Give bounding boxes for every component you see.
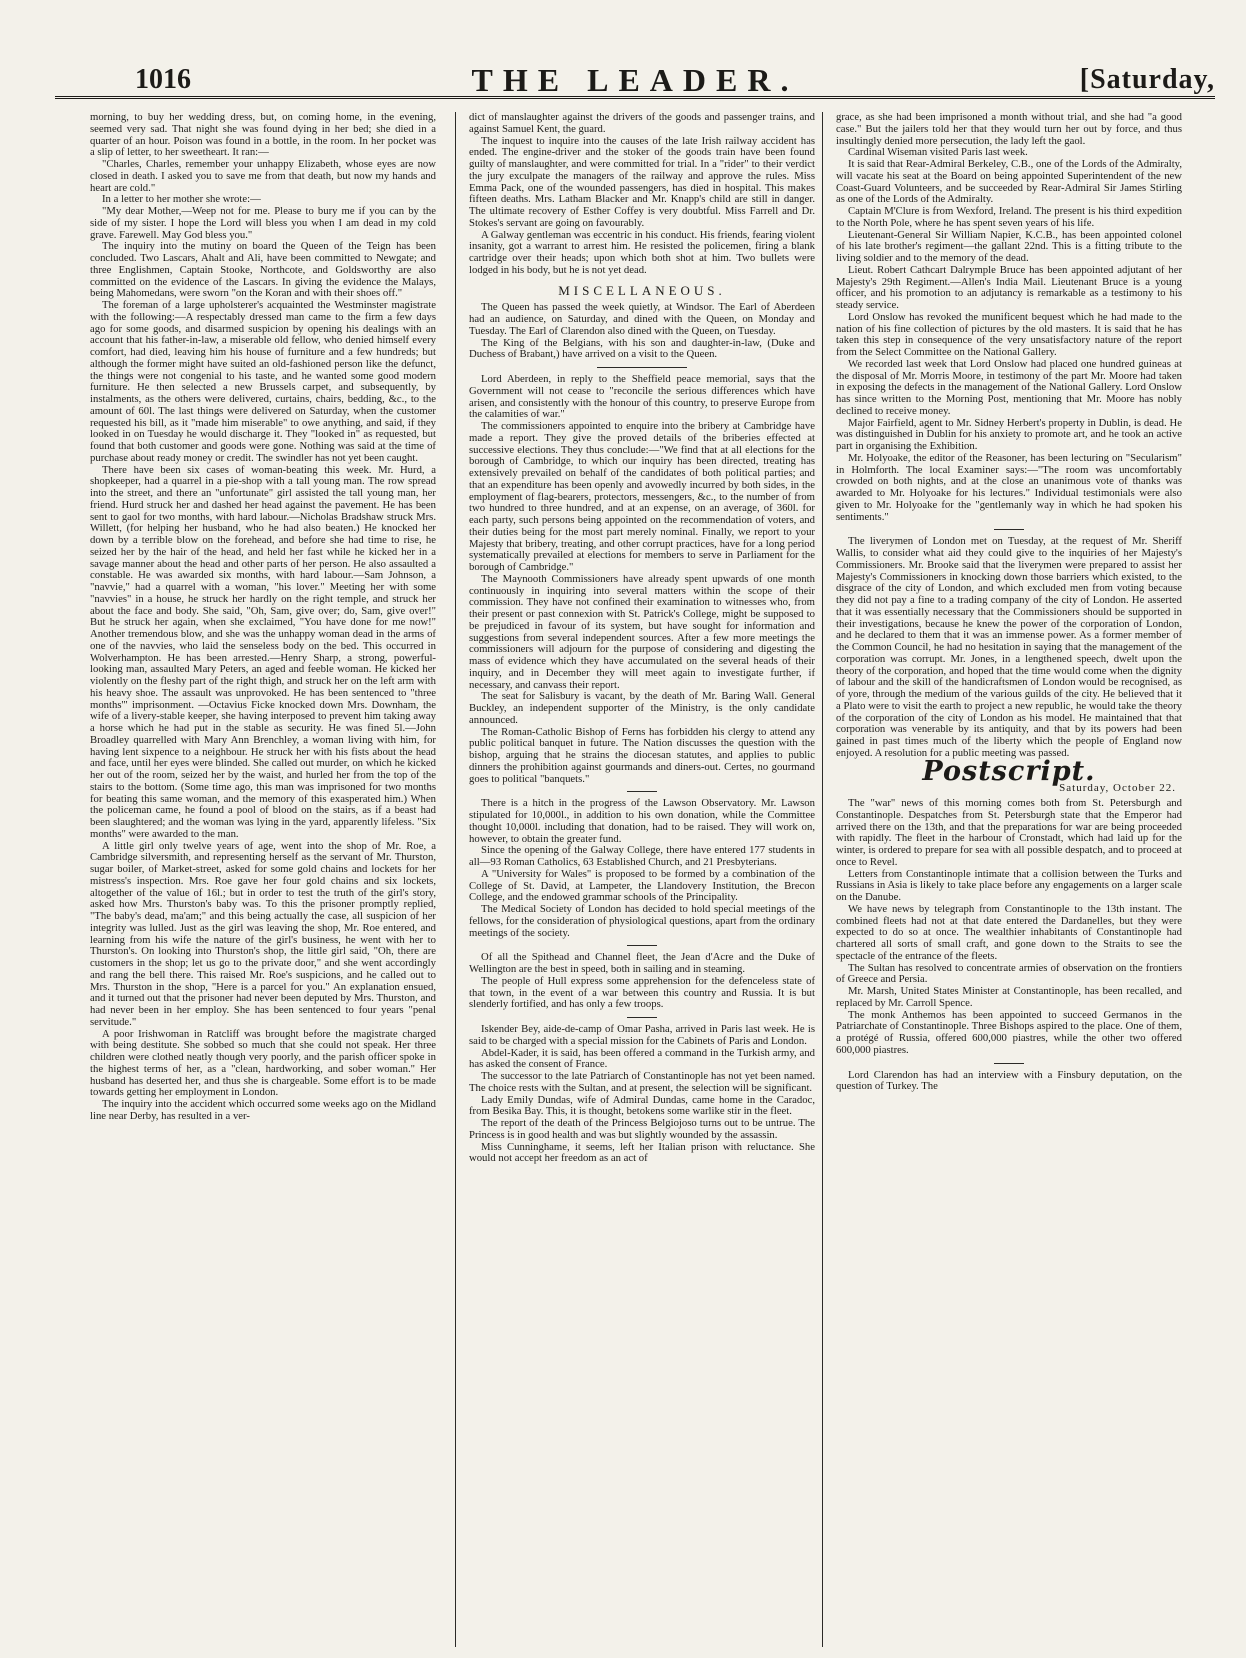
paragraph: Since the opening of the Galway College, there have entered 177 students in all—93 Roman Catholics, 63 Established Church, and 21 Presbyterians.	[469, 844, 815, 868]
paragraph: Lord Onslow has revoked the munificent bequest which he had made to the nation of his fine collection of pictures by the old masters. It is said that he has taken this step in consequence of the very unsatisfactory nature of the report from the Select Committee on the National Gallery.	[836, 310, 1182, 358]
paragraph: Mr. Holyoake, the editor of the Reasoner, has been lecturing on "Secularism" in Holmforth. The local Examiner says:—"The room was uncomfortably crowded on both nights, and at the close an unanimous vote of thanks was awarded to Mr. Holyoake for his lectures." Individual testimonials were also given to Mr. Holyoake for the "gentlemanly way in which he had spoken his sentiments."	[836, 451, 1182, 523]
postscript-heading: Postscript.	[922, 755, 1096, 787]
paragraph: "Charles, Charles, remember your unhappy Elizabeth, whose eyes are now closed in death. I asked you to save me from that death, but now my hands and heart are cold."	[90, 158, 436, 194]
paragraph: Captain M'Clure is from Wexford, Ireland. The present is his third expedition to the North Pole, where he has spent seven years of his life.	[836, 205, 1182, 229]
separator-rule	[994, 529, 1024, 530]
column-rule	[822, 112, 823, 1647]
paragraph: Major Fairfield, agent to Mr. Sidney Herbert's property in Dublin, is dead. He was distinguished in Dublin for his anxiety to promote art, and he took an active part in organising the Exhibition.	[836, 416, 1182, 452]
paragraph: grace, as she had been imprisoned a month without trial, and she had "a good case." But the jailers told her that they would turn her out by force, and thus insultingly denied more persecution, the lady left the gaol.	[836, 112, 1182, 147]
column-2	[469, 112, 815, 1647]
paragraph: There is a hitch in the progress of the Lawson Observatory. Mr. Lawson stipulated for 10,000l., in addition to his own donation, while the Committee thought 10,000l. including that donation, had to be raised. They will work on, however, to obtain the greater fund.	[469, 797, 815, 845]
issue-day: [Saturday,	[1079, 64, 1215, 95]
paragraph: The Medical Society of London has decided to hold special meetings of the fellows, for the consideration of physiological questions, apart from the ordinary meetings of the society.	[469, 903, 815, 939]
newspaper-title: THE LEADER.	[471, 62, 799, 98]
paragraph: The monk Anthemos has been appointed to succeed Germanos in the Patriarchate of Constantinople. Three Bishops aspired to the place. One of them, a protégé of Russia, offered 600,000 piastres, while the other two offered 600,000 piastres.	[836, 1008, 1182, 1056]
paragraph: morning, to buy her wedding dress, but, on coming home, in the evening, seemed very sad. That night she was found dying in her bed; she died in a quarter of an hour. Poison was found in a bottle, in the room. In her pocket was a slip of letter, to her sweetheart. It ran:—	[90, 112, 436, 159]
paragraph: The Roman-Catholic Bishop of Ferns has forbidden his clergy to attend any public political banquet in future. The Nation discusses the question with the bishop, arguing that he strains the diocesan statutes, and applies to public dinners the prohibition against gourmands and diners-out. Certes, no gourmand goes to political "banquets."	[469, 725, 815, 785]
separator-rule	[627, 1017, 657, 1018]
separator-rule	[627, 945, 657, 946]
postscript-date: Saturday, October 22.	[1059, 782, 1176, 795]
paragraph: The "war" news of this morning comes both from St. Petersburgh and Constantinople. Despatches from St. Petersburgh state that the Emperor had arrived there on the 13th, and that the preparations for war are being proceeded with rapidly. The fleet in the harbour of Cronstadt, which had laid up for the winter, is ordered to prepare for sea with all possible despatch, and to proceed at once to Revel.	[836, 797, 1182, 868]
paragraph: Letters from Constantinople intimate that a collision between the Turks and Russians in Asia is likely to take place before any engagements on a larger scale on the Danube.	[836, 867, 1182, 903]
paragraph: The inquest to inquire into the causes of the late Irish railway accident has ended. The engine-driver and the stoker of the goods train have been found guilty of manslaughter, and were committed for trial. In a "rider" to their verdict the jury exculpate the managers of the railway and approve the rules. Miss Emma Pack, one of the wounded passengers, has died in hospital. This makes fifteen deaths. Mrs. Latham Blacker and Mr. Knapp's child are still in danger. The ultimate recovery of Esther Coffey is very doubtful. Miss Farrell and Dr. Stokes's servant are going on favourably.	[469, 134, 815, 229]
paragraph: Abdel-Kader, it is said, has been offered a command in the Turkish army, and has asked the consent of France.	[469, 1046, 815, 1071]
paragraph: The King of the Belgians, with his son and daughter-in-law, (Duke and Duchess of Brabant,) have arrived on a visit to the Queen.	[469, 336, 815, 361]
paragraph: The inquiry into the accident which occurred some weeks ago on the Midland line near Derby, has resulted in a ver-	[90, 1098, 436, 1122]
paragraph: We recorded last week that Lord Onslow had placed one hundred guineas at the disposal of Mr. Morris Moore, in testimony of the part Mr. Moore had taken in exposing the defects in the management of the National Gallery. Lord Onslow has since written to the Morning Post, mentioning that Mr. Moore has nobly declined to receive money.	[836, 357, 1182, 417]
paragraph: Lieut. Robert Cathcart Dalrymple Bruce has been appointed adjutant of her Majesty's 29th Regiment.—Allen's India Mail. Lieutenant Bruce is a young officer, and his promotion to an adjutancy is remarkable as a testimony to his steady service.	[836, 263, 1182, 311]
paragraph: Cardinal Wiseman visited Paris last week.	[848, 146, 1028, 159]
separator-rule	[994, 1063, 1024, 1064]
paragraph: Lord Clarendon has had an interview with a Finsbury deputation, on the question of Turkey. The	[836, 1068, 1182, 1093]
paragraph: Of all the Spithead and Channel fleet, the Jean d'Acre and the Duke of Wellington are the best in speed, both in sailing and in steaming.	[469, 951, 815, 975]
column-3	[836, 112, 1182, 1647]
paragraph: "My dear Mother,—Weep not for me. Please to bury me if you can by the side of my sister. I hope the Lord will bless you when I am dead in my cold grave. Farewell. May God bless you."	[90, 205, 436, 241]
paragraph: The report of the death of the Princess Belgiojoso turns out to be untrue. The Princess is in good health and was but slightly wounded by the assassin.	[469, 1117, 815, 1141]
paragraph: Lieutenant-General Sir William Napier, K.C.B., has been appointed colonel of his late brother's regiment—the gallant 22nd. This is a fitting tribute to the living soldier and to the memory of the dead.	[836, 228, 1182, 264]
paragraph: A poor Irishwoman in Ratcliff was brought before the magistrate charged with being destitute. She sobbed so much that she could not speak. Her three children were clothed neatly though very poorly, and the parish officer spoke in the highest terms of her, as a "clean, hardworking, and sober woman." Her husband has deserted her, and thus she is chargeable. Some effort is to be made towards getting her employment in London.	[90, 1027, 436, 1099]
paragraph: We have news by telegraph from Constantinople to the 13th instant. The combined fleets had not at that date entered the Dardanelles, but they were expected to do so at once. The wealthier inhabitants of Constantinople had chartered all sorts of small craft, and gone down to the Straits to see the spectacle of the entrance of the fleets.	[836, 902, 1182, 962]
paragraph: There have been six cases of woman-beating this week. Mr. Hurd, a shopkeeper, had a quarrel in a pie-shop with a tall young man. The row spread into the street, and there an "unfortunate" girl assisted the tall young man, her friend. Hurd struck her and dashed her head against the pavement. He has been sent to gaol for two months, with hard labour.—Nicholas Bradshaw struck Mrs. Willett, (for helping her husband, who he had also beaten.) He knocked her down by a terrible blow on the forehead, and before she had time to rise, he seized her by the hair of the head, and held her fast while he kicked her in a savage manner about the head and other parts of her person. He also assaulted a constable. He was awarded six months, with hard labour.—Sam Johnson, a "navvie," had a quarrel with a woman, "his lover." Meeting her with some "navvies" in a house, he struck her hardly on the right temple, and struck her about the face and body. She said, "Oh, Sam, give over; do, Sam, give over!" But he struck her again, when she exclaimed, "You have done for me now!" Another tremendous blow, and she was the unhappy woman dead in the arms of one of the navvies, who laid the senseless body on the bed. This occurred in Wolverhampton. He has been arrested.—Henry Sharp, a strong, powerful-looking man, assaulted Mary Peters, an aged and feeble woman. He kicked her violently on the fleshy part of the right thigh, and struck her on the left arm with his heavy shoe. The assault was unprovoked. He has been sentenced to "three months'" imprisonment. —Octavius Ficke knocked down Mrs. Downham, the wife of a livery-stable keeper, she having interposed to prevent him taking away a horse which he had put in the stable as security. He was fined 5l.—John Broadley quarrelled with Mary Ann Brenchley, a woman living with him, for having lent sixpence to a neighbour. He struck her with his fists about the head and face, until her eyes were blinded. She called out murder, on which he kicked her out of the room, seized her by the waist, and hurled her from the top of the stairs to the bottom. (Some time ago, this man was imprisoned for two months for beating this same woman, and the memory of this exasperated him.) When the policeman came, he found a pool of blood on the stairs, as if a beast had been slaughtered; and the woman was lying in the yard, apparently lifeless. "Six months" were awarded to the man.	[90, 463, 436, 840]
column-1	[90, 112, 436, 1647]
paragraph: The foreman of a large upholsterer's acquainted the Westminster magistrate with the following:—A respectably dressed man came to the firm a few days ago for some goods, and disarmed suspicion by opening his dealings with an account that his father-in-law, a miserable old fellow, who denied himself every comfort, had died, leaving him his house of furniture and a few hundreds; but although the former might have suited an old-fashioned person like the defunct, the things were not congenial to his taste, and he wanted some good modern furniture. He then selected a new Brussels carpet, and subsequently, by instalments, as the others were delivered, curtains, chairs, bedding, &c., to the amount of 60l. The last things were delivered on Saturday, when the customer requested his bill, as it "made him miserable" to owe anything, and said, if they looked in on Tuesday he would discharge it. They "looked in" as requested, but found that both customer and goods were gone. Nothing was said at the time of purchase about ready money or credit. The swindler has not yet been caught.	[90, 299, 436, 464]
paragraph: The liverymen of London met on Tuesday, at the request of Mr. Sheriff Wallis, to consider what aid they could give to the inquiries of her Majesty's Commissioners. Mr. Brooke said that the liverymen were prepared to assist her Majesty's Commissioners in knocking down those barriers which existed, to the disgrace of the city of London, and which excluded men from voting because they did not pay a fine to a trading company of the city of London. He asserted that it was essentially necessary that the Commissioners should be supported in their investigations, because he knew the power of the corporation of London, and he declared to them that it was an immense power. As a former member of the Common Council, he had no hesitation in saying that the management of the corporation was corrupt. Mr. Jones, in a lengthened speech, dwelt upon the theory of the corporation, and hoped that the time would come when the dignity of labour and the skill of the handicraftsmen of London would be recognised, as of yore, through the medium of the various guilds of the city. He believed that it a Plato were to visit the earth to project a new republic, he would take the theory of the corporation of the city of London as his model. He maintained that that corporation was venerable by its antiquity, and that by its powers had been gained in past times much of the liberty which the people of England now enjoyed. A resolution for a public meeting was passed.	[836, 535, 1182, 759]
separator-rule	[597, 367, 687, 368]
paragraph: A little girl only twelve years of age, went into the shop of Mr. Roe, a Cambridge silversmith, and representing herself as the servant of Mr. Thurston, sugar boiler, of Market-street, asked for some gold chains and lockets for her mistress's inspection. Mrs. Roe gave her four gold chains and six lockets, altogether of the value of 16l.; but in order to test the truth of the girl's story, asked how Mrs. Thurston's baby was. To this the prisoner promptly replied, "The baby's dead, ma'am;" and this being actually the case, all suspicion of her integrity was lulled. Just as the girl was leaving the shop, Mr. Roe entered, and learning from his wife the nature of the girl's business, he went with her to Thurston's. On looking into Thurston's shop, the little girl said, "Oh, there are customers in the shop; let us go to the private door," and she went accordingly and rang the bell there. This raised Mr. Roe's suspicions, and he called out to Mrs. Thurston in the shop, "Here is a parcel for you." An explanation ensued, and it turned out that the prisoner had never been deputed by Mrs. Thurston, and had never been in her employ. She has been sentenced to four years "penal servitude."	[90, 839, 436, 1028]
section-heading-miscellaneous: MISCELLANEOUS.	[558, 282, 726, 298]
paragraph: The Sultan has resolved to concentrate armies of observation on the frontiers of Greece and Persia.	[836, 961, 1182, 986]
paragraph: A "University for Wales" is proposed to be formed by a combination of the College of St. David, at Lampeter, the Llandovery Institution, the Brecon College, and the endowed grammar schools of the Principality.	[469, 867, 815, 904]
separator-rule	[627, 791, 657, 792]
paragraph: The inquiry into the mutiny on board the Queen of the Teign has been concluded. Two Lascars, Ahalt and Ali, have been committed to Newgate; and three Englishmen, Captain Stooke, Northcote, and Goldsworthy are also committed on the evidence of the Lascars. In giving the evidence the Malays, being Mahomedans, were sworn "on the Koran and with their shoes off."	[90, 240, 436, 300]
paragraph: dict of manslaughter against the drivers of the goods and passenger trains, and against Samuel Kent, the guard.	[469, 112, 815, 135]
page-number: 1016	[135, 64, 191, 95]
paragraph: The successor to the late Patriarch of Constantinople has not yet been named. The choice rests with the Sultan, and at present, the selection will be significant.	[469, 1070, 815, 1094]
paragraph: The commissioners appointed to enquire into the bribery at Cambridge have made a report. They give the proved details of the briberies effected at successive elections. They thus conclude:—"We find that at all elections for the borough of Cambridge, to which our inquiry has been directed, treating has extensively prevailed on behalf of the candidates of both political parties; and that an expenditure has been openly and avowedly incurred by both sides, in the employment of flag-bearers, protectors, messengers, &c., to the number of from two hundred to three hundred, and at an expense, on an average, of 360l. for each party, such persons being appointed on the recommendation of voters, and their duties being for the most part merely nominal. Finally, we report to your Majesty that bribery, treating, and other corrupt practices, have for a long period systematically prevailed at elections for members to serve in Parliament for the borough of Cambridge."	[469, 420, 815, 573]
paragraph: Mr. Marsh, United States Minister at Constantinople, has been recalled, and replaced by Mr. Carroll Spence.	[836, 985, 1182, 1009]
paragraph: The Queen has passed the week quietly, at Windsor. The Earl of Aberdeen had an audience, on Saturday, and dined with the Queen, on Monday and Tuesday. The Earl of Clarendon also dined with the Queen, on Tuesday.	[469, 301, 815, 337]
column-rule	[455, 112, 456, 1647]
paragraph: It is said that Rear-Admiral Berkeley, C.B., one of the Lords of the Admiralty, will vacate his seat at the Board on being appointed Superintendent of the new Coast-Guard Volunteers, and be succeeded by Rear-Admiral Sir James Stirling as one of the Lords of the Admiralty.	[836, 158, 1182, 206]
paragraph: The Maynooth Commissioners have already spent upwards of one month continuously in inquiring into several matters within the scope of their commission. They have not confined their examination to witnesses who, from their present or past connexion with St. Patrick's College, might be supposed to be prejudiced in favour of its system, but have sought for information and suggestions from several independent sources. After a few more meetings the commissioners will adjourn for the purpose of considering and digesting the mass of evidence which they have accumulated on the several heads of their inquiry, and in December they will meet again to investigate further, if necessary, and canvass their report.	[469, 572, 815, 691]
paragraph: Lady Emily Dundas, wife of Admiral Dundas, came home in the Caradoc, from Besika Bay. This, it is thought, betokens some warlike stir in the fleet.	[469, 1093, 815, 1118]
paragraph: Lord Aberdeen, in reply to the Sheffield peace memorial, says that the Government will not cease to "reconcile the serious differences which have arisen, and consistently with the honour of this country, to preserve Europe from the calamities of war."	[469, 373, 815, 421]
paragraph: A Galway gentleman was eccentric in his conduct. His friends, fearing violent insanity, got a warrant to arrest him. He resisted the policemen, firing a blank cartridge over their heads; upon which both shot at him. Two bullets were lodged in his body, but he is not yet dead.	[469, 228, 815, 276]
paragraph: Miss Cunninghame, it seems, left her Italian prison with reluctance. She would not accept her freedom as an act of	[469, 1140, 815, 1165]
masthead	[55, 62, 1215, 99]
paragraph: The people of Hull express some apprehension for the defenceless state of that town, in the event of a war between this country and Russia. It is but slenderly fortified, and has only a few troops.	[469, 974, 815, 1011]
paragraph: The seat for Salisbury is vacant, by the death of Mr. Baring Wall. General Buckley, an independent supporter of the Ministry, is the only candidate announced.	[469, 690, 815, 726]
paragraph: In a letter to her mother she wrote:—	[102, 193, 261, 206]
paragraph: Iskender Bey, aide-de-camp of Omar Pasha, arrived in Paris last week. He is said to be charged with a special mission for the Cabinets of Paris and London.	[469, 1023, 815, 1047]
